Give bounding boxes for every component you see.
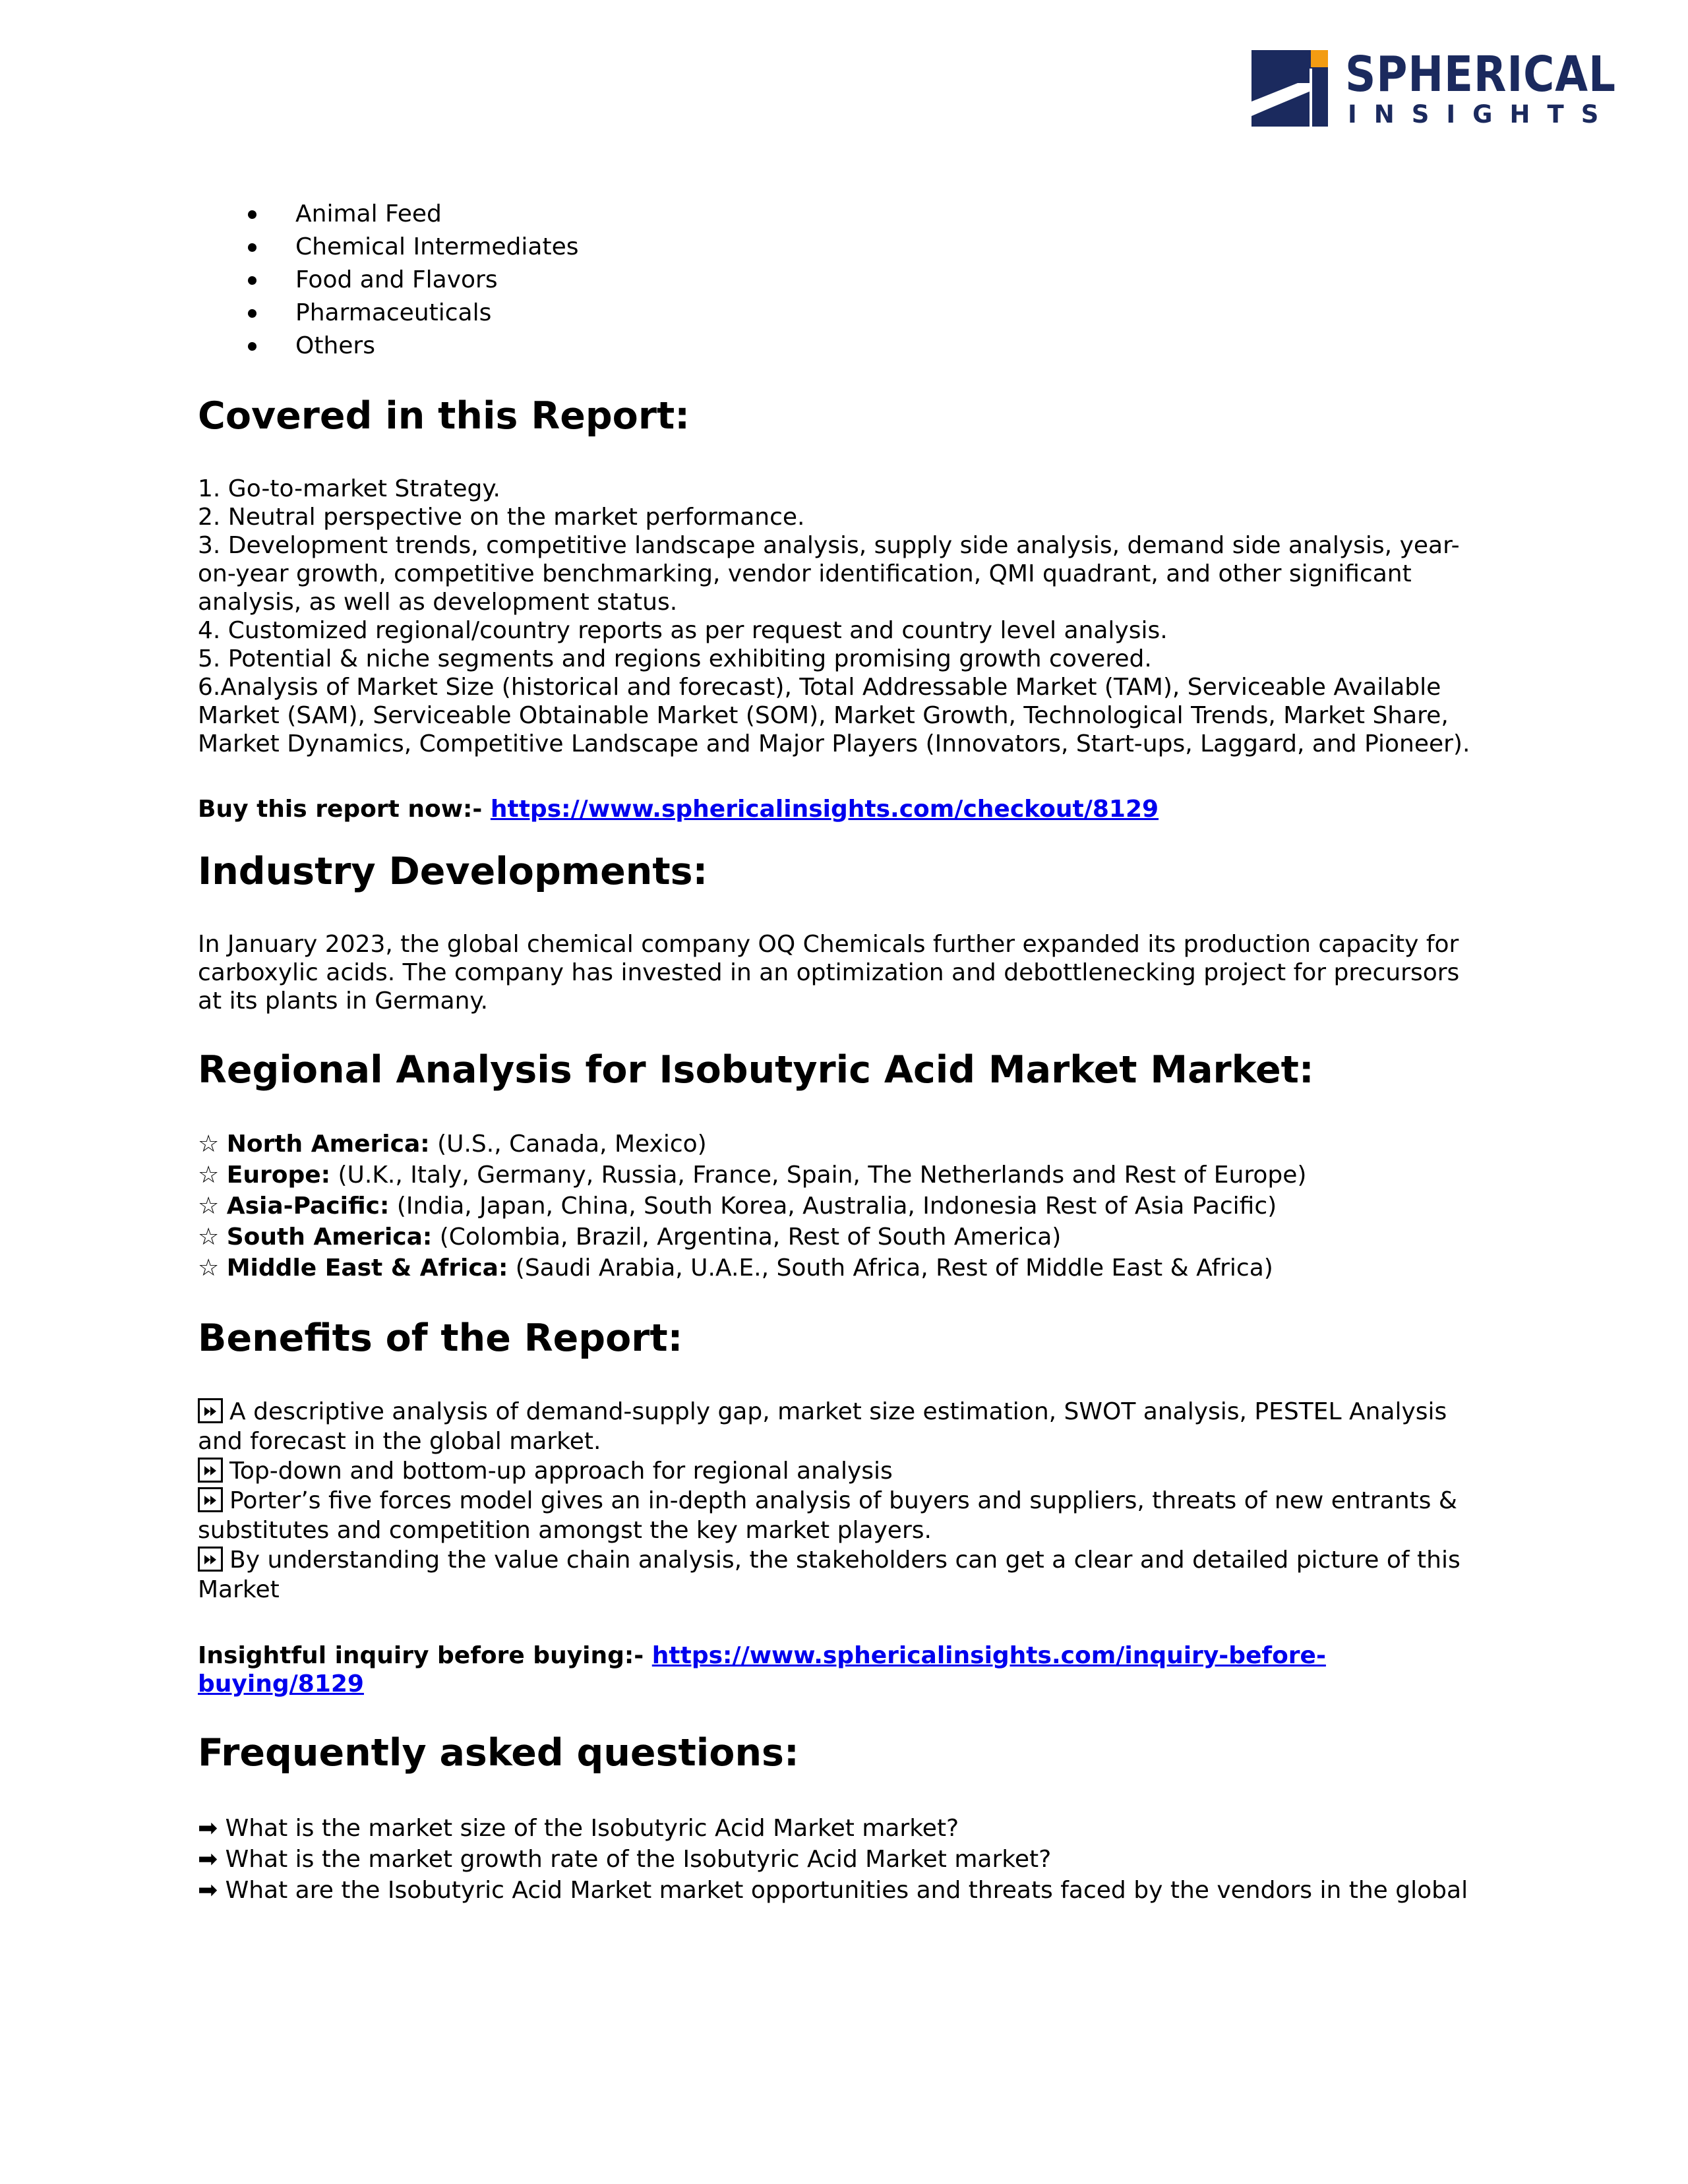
- faq-list: [198, 1813, 1490, 1906]
- list-item: [198, 264, 1490, 297]
- region-detail: (U.S., Canada, Mexico): [429, 1131, 707, 1158]
- covered-item: 5. Potential & niche segments and regions exhibiting promising growth covered.: [198, 645, 1152, 672]
- faq-heading: Frequently asked questions:: [198, 1731, 799, 1775]
- benefit-text: Porter’s five forces model gives an in-depth analysis of buyers and suppliers, threats of new entrants & substitutes and competition amongst the key market players.: [198, 1487, 1457, 1544]
- list-item: [198, 231, 1490, 264]
- fast-forward-icon: [198, 1547, 223, 1572]
- document-body: [198, 198, 1490, 1906]
- region-item: [198, 1129, 1490, 1160]
- benefit-item: [198, 1456, 1490, 1486]
- regional-heading: Regional Analysis for Isobutyric Acid Market Market:: [198, 1048, 1314, 1092]
- benefits-heading: Benefits of the Report:: [198, 1316, 683, 1360]
- logo-mark-icon: [1251, 50, 1328, 127]
- bullet-icon: [248, 210, 256, 219]
- covered-heading: Covered in this Report:: [198, 394, 690, 438]
- logo-text-spherical: SPHERICAL: [1345, 46, 1616, 103]
- benefit-text: Top-down and bottom-up approach for regional analysis: [229, 1458, 893, 1485]
- benefit-item: [198, 1545, 1490, 1605]
- bullet-icon: [248, 342, 256, 351]
- bullet-icon: [248, 276, 256, 285]
- star-icon: ☆: [198, 1224, 220, 1251]
- checkout-link[interactable]: https://www.sphericalinsights.com/checkout/8129: [490, 796, 1159, 823]
- fast-forward-icon: [198, 1398, 223, 1423]
- region-detail: (Colombia, Brazil, Argentina, Rest of South America): [432, 1224, 1062, 1251]
- list-item: [198, 330, 1490, 363]
- industry-text: In January 2023, the global chemical company OQ Chemicals further expanded its production capacity for carboxylic acids. The company has invested in an optimization and debottlenecking project for precursors at its plants in Germany.: [198, 931, 1460, 1015]
- covered-list: [198, 475, 1490, 758]
- faq-item: [198, 1844, 1490, 1875]
- list-item-label: Animal Feed: [295, 200, 442, 227]
- list-item-label: Food and Flavors: [295, 266, 498, 293]
- faq-item: [198, 1813, 1490, 1844]
- region-detail: (Saudi Arabia, U.A.E., South Africa, Rest of Middle East & Africa): [508, 1254, 1273, 1282]
- region-item: [198, 1222, 1490, 1253]
- list-item-label: Chemical Intermediates: [295, 233, 579, 260]
- faq-question: What is the market growth rate of the Isobutyric Acid Market market?: [225, 1846, 1052, 1873]
- inquiry-label: Insightful inquiry before buying:-: [198, 1642, 652, 1669]
- bullet-icon: [248, 309, 256, 318]
- faq-question: What are the Isobutyric Acid Market market opportunities and threats faced by the vendors in the global: [225, 1877, 1468, 1904]
- industry-heading: Industry Developments:: [198, 850, 708, 893]
- star-icon: ☆: [198, 1131, 220, 1158]
- benefit-item: [198, 1397, 1490, 1456]
- faq-item: [198, 1875, 1490, 1906]
- buy-report-label: Buy this report now:-: [198, 796, 491, 823]
- region-name: Europe:: [226, 1162, 331, 1189]
- list-item: [198, 198, 1490, 231]
- inquiry-line: [198, 1641, 1490, 1698]
- arrow-icon: ➡: [198, 1846, 218, 1873]
- benefit-item: [198, 1486, 1490, 1545]
- list-item: [198, 297, 1490, 330]
- region-name: Middle East & Africa:: [226, 1254, 508, 1282]
- star-icon: ☆: [198, 1254, 220, 1282]
- bullet-icon: [248, 243, 256, 252]
- benefit-text: A descriptive analysis of demand-supply gap, market size estimation, SWOT analysis, PESTEL Analysis and forecast in the global market.: [198, 1398, 1447, 1455]
- faq-question: What is the market size of the Isobutyric Acid Market market?: [225, 1815, 959, 1842]
- covered-item: 2. Neutral perspective on the market performance.: [198, 504, 805, 531]
- covered-item: 1. Go-to-market Strategy.: [198, 475, 500, 502]
- star-icon: ☆: [198, 1193, 220, 1220]
- region-detail: (India, Japan, China, South Korea, Australia, Indonesia Rest of Asia Pacific): [389, 1193, 1277, 1220]
- fast-forward-icon: [198, 1487, 223, 1512]
- region-name: South America:: [226, 1224, 433, 1251]
- logo-text-insights: INSIGHTS: [1348, 100, 1616, 129]
- benefits-list: [198, 1397, 1490, 1605]
- spherical-insights-logo: [1251, 46, 1616, 129]
- region-name: North America:: [226, 1131, 430, 1158]
- covered-item: 3. Development trends, competitive landscape analysis, supply side analysis, demand side analysis, year-on-year growth, competitive benchmarking, vendor identification, QMI quadrant, and other significant analysis, as well as development status.: [198, 532, 1460, 616]
- region-item: [198, 1253, 1490, 1284]
- segment-list: [198, 198, 1490, 363]
- covered-item: 6.Analysis of Market Size (historical and forecast), Total Addressable Market (TAM), Serviceable Available Market (SAM), Serviceable Obtainable Market (SOM), Market Growth, Technological Trends, Market Share, Market Dynamics, Competitive Landscape and Major Players (Innovators, Start-ups, Laggard, and Pioneer).: [198, 674, 1470, 757]
- inquiry-link[interactable]: https://www.sphericalinsights.com/inquiry-before-: [651, 1642, 1326, 1669]
- list-item-label: Pharmaceuticals: [295, 299, 492, 326]
- region-name: Asia-Pacific:: [226, 1193, 390, 1220]
- region-item: [198, 1191, 1490, 1222]
- inquiry-link-continued[interactable]: buying/8129: [198, 1670, 364, 1697]
- list-item-label: Others: [295, 332, 375, 359]
- fast-forward-icon: [198, 1458, 223, 1483]
- arrow-icon: ➡: [198, 1877, 218, 1904]
- star-icon: ☆: [198, 1162, 220, 1189]
- buy-report-line: [198, 795, 1490, 823]
- benefit-text: By understanding the value chain analysis, the stakeholders can get a clear and detailed picture of this Market: [198, 1547, 1461, 1603]
- regional-list: [198, 1129, 1490, 1284]
- covered-item: 4. Customized regional/country reports as per request and country level analysis.: [198, 617, 1168, 644]
- arrow-icon: ➡: [198, 1815, 218, 1842]
- region-item: [198, 1160, 1490, 1191]
- region-detail: (U.K., Italy, Germany, Russia, France, Spain, The Netherlands and Rest of Europe): [330, 1162, 1307, 1189]
